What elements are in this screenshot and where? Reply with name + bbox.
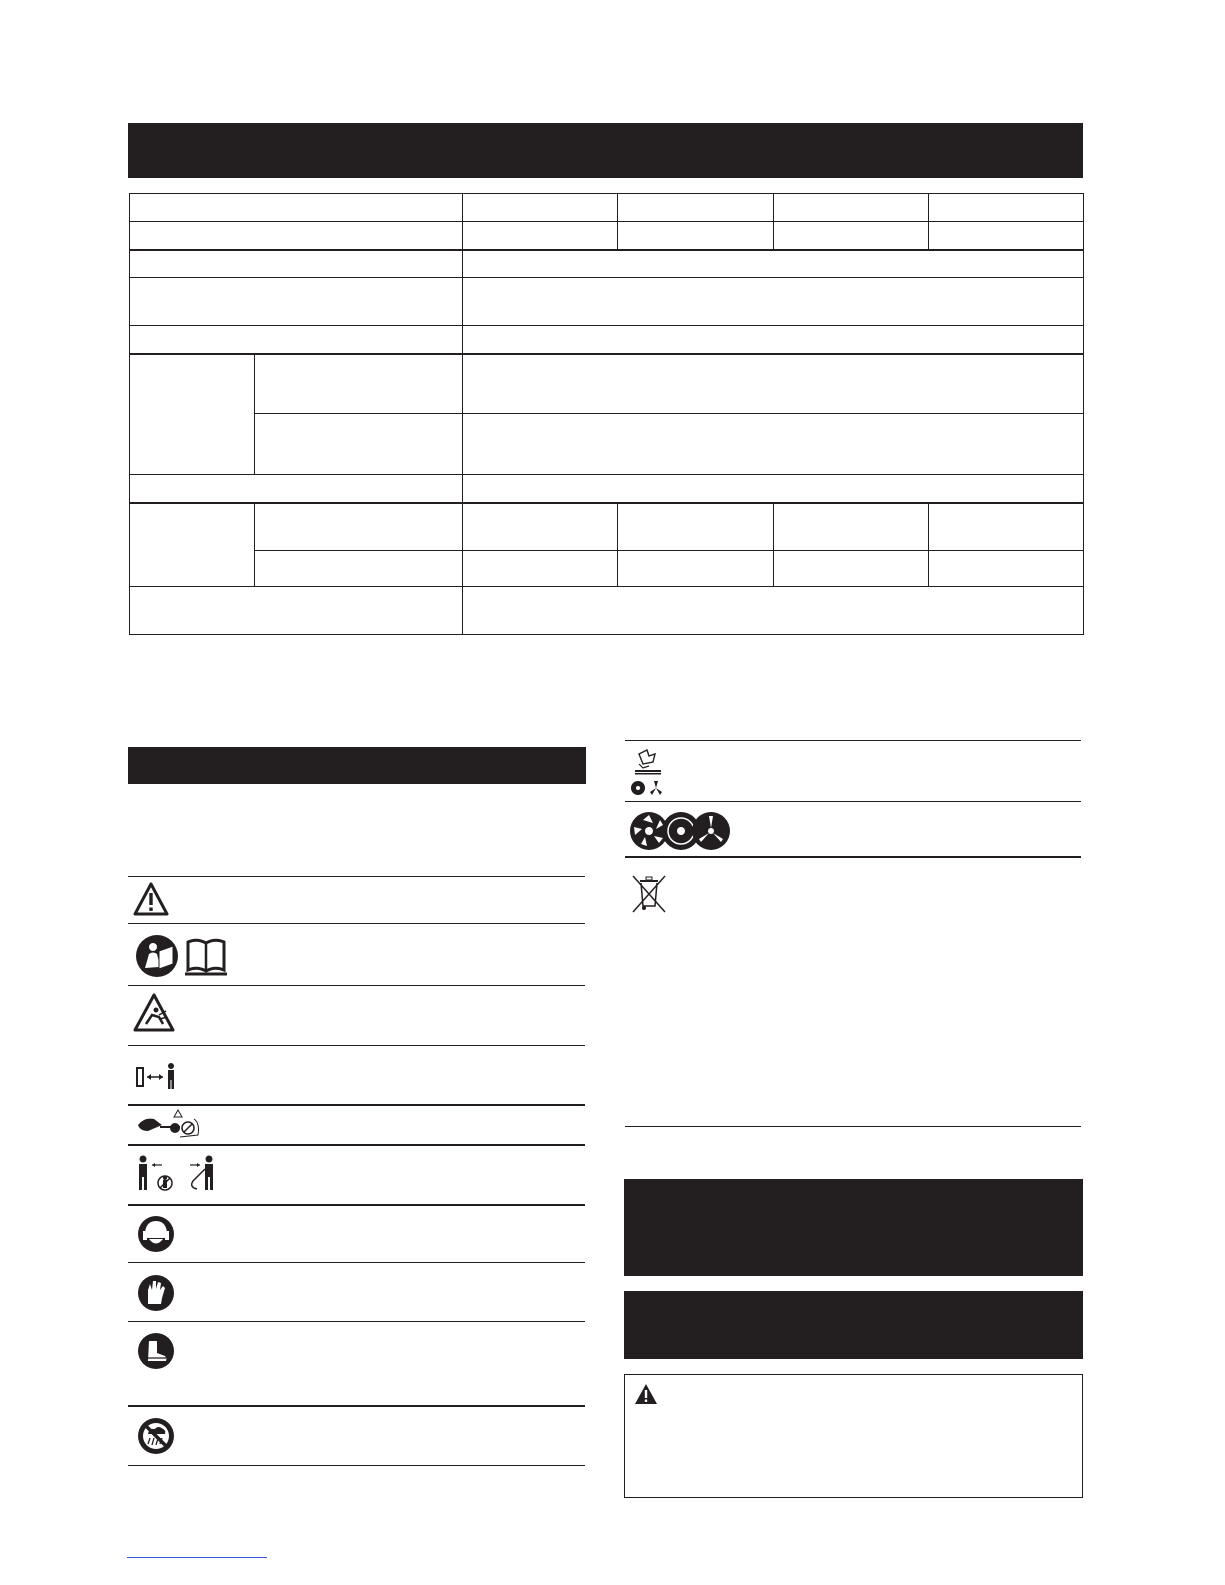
symbol-row-line	[128, 876, 585, 877]
spec-row-line	[129, 249, 1084, 251]
symbol-row-line	[128, 1144, 585, 1146]
spec-row-line	[129, 474, 1084, 475]
footer-link-underline[interactable]	[127, 1557, 267, 1558]
spec-row-line	[129, 221, 1084, 222]
head-eye-ear-protection-icon	[137, 1215, 175, 1253]
spec-table	[129, 193, 1084, 635]
symbol-row-line	[128, 1465, 585, 1466]
safety-boots-icon	[137, 1332, 175, 1370]
spec-row-line	[129, 586, 1084, 587]
symbol-row-line	[128, 1262, 585, 1263]
right-row-line	[625, 801, 1081, 802]
spec-col-line	[928, 193, 929, 249]
spec-col-line	[773, 502, 774, 586]
warning-triangle-icon	[133, 882, 169, 916]
thrown-objects-icon	[133, 993, 175, 1033]
spec-row-line	[129, 353, 1084, 355]
symbol-row-line	[128, 923, 585, 924]
protective-gloves-icon	[137, 1274, 175, 1312]
spec-table-border	[129, 193, 1084, 635]
blade-thrust-icon	[134, 1109, 202, 1141]
no-rain-icon	[137, 1417, 175, 1455]
spec-row-line	[254, 413, 1084, 414]
symbol-row-line	[128, 1204, 585, 1206]
spec-col-line	[254, 502, 255, 586]
right-row-line	[625, 1126, 1081, 1127]
right-row-line	[625, 856, 1081, 858]
spec-col-line	[773, 193, 774, 249]
spec-col-line	[254, 353, 255, 474]
spec-col-line	[617, 193, 618, 249]
header-bar	[128, 123, 1083, 178]
spec-row-line	[254, 550, 1084, 551]
bystanders-distance-icon	[135, 1155, 220, 1193]
symbol-row-line	[128, 1104, 585, 1106]
symbol-row-line	[128, 1045, 585, 1046]
symbols-heading-bar	[128, 747, 586, 784]
keep-distance-icon	[135, 1062, 181, 1090]
spec-row-line	[129, 325, 1084, 326]
warning-triangle-icon	[634, 1383, 658, 1405]
read-manual-icon	[135, 934, 230, 978]
right-row-line	[625, 740, 1081, 741]
spec-col-line	[462, 193, 463, 635]
symbol-row-line	[128, 1321, 585, 1322]
warning-box	[624, 1374, 1083, 1498]
spec-row-line	[129, 502, 1084, 504]
spec-row-line	[129, 277, 1084, 278]
permitted-blades-icon	[629, 811, 731, 851]
weee-bin-icon	[629, 872, 669, 914]
symbol-row-line	[128, 1405, 585, 1407]
right-subheading-bar	[624, 1291, 1083, 1359]
blade-selection-icon	[629, 748, 669, 798]
right-heading-bar	[624, 1179, 1083, 1276]
spec-col-line	[928, 502, 929, 586]
spec-col-line	[617, 502, 618, 586]
symbols-intro	[128, 795, 586, 865]
symbol-row-line	[128, 985, 585, 986]
